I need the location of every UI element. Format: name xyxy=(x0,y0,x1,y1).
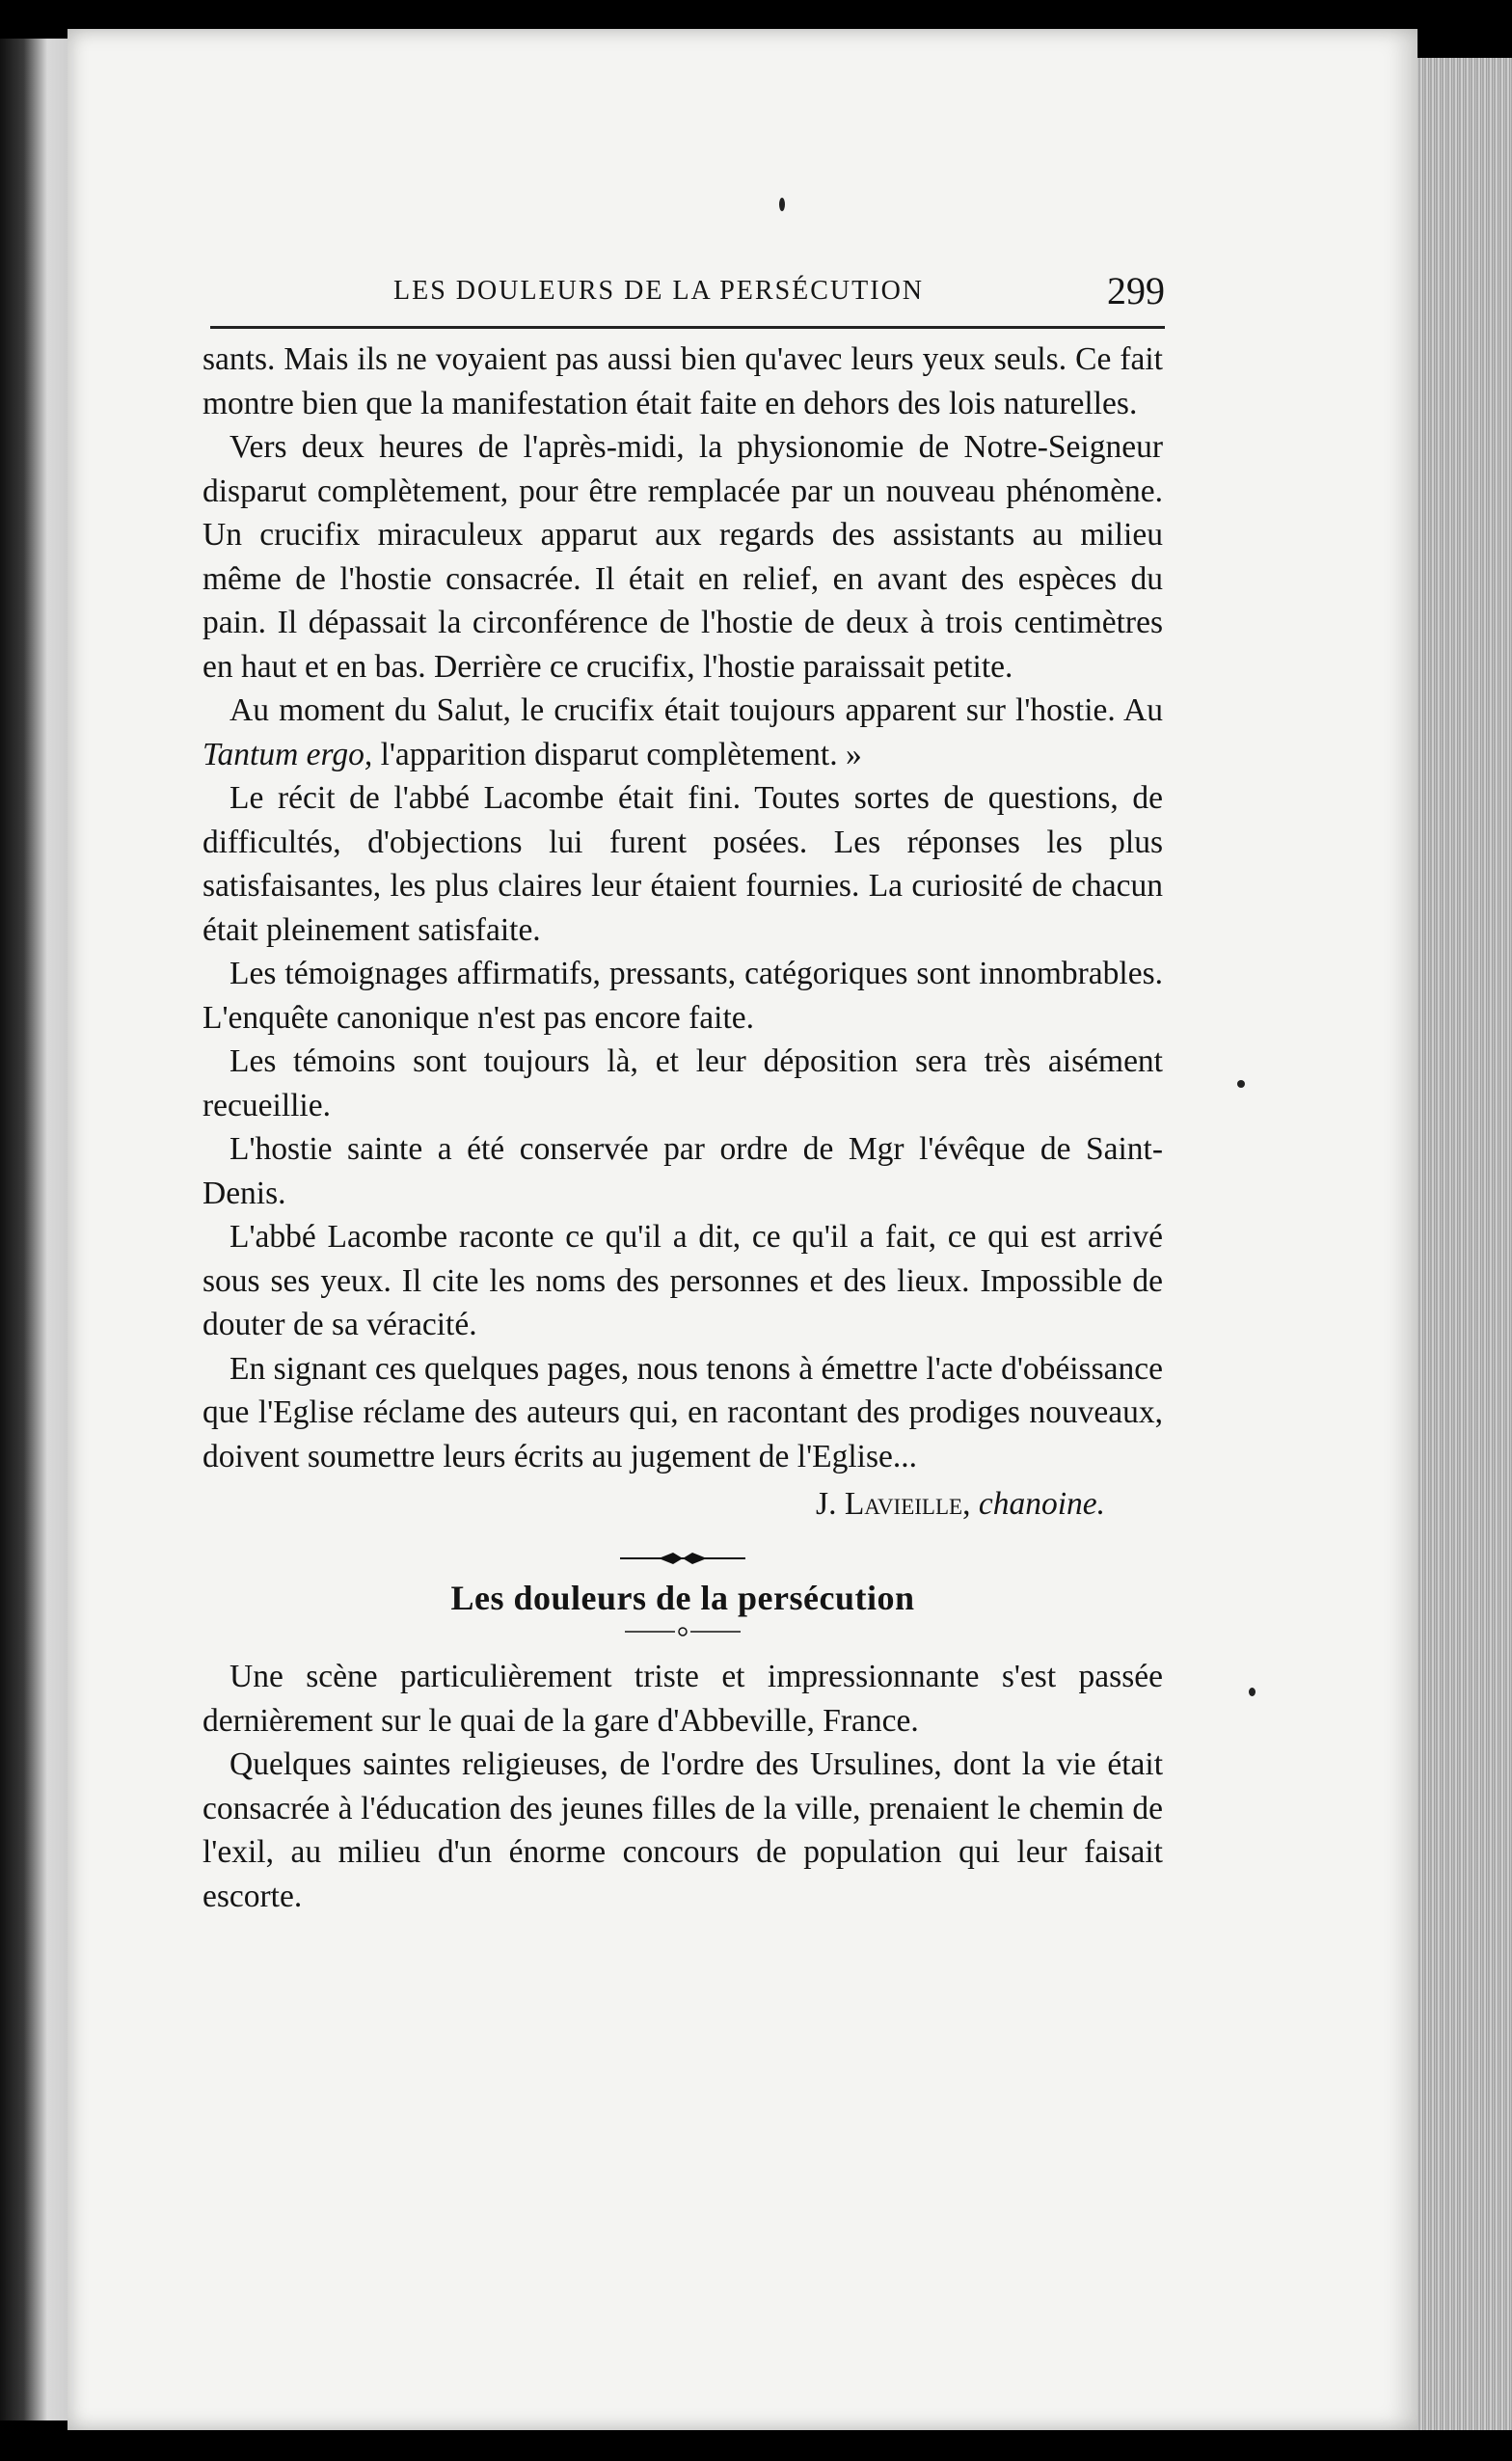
paragraph: L'abbé Lacombe raconte ce qu'il a dit, ce qu'il a fait, ce qui est arrivé sous ses yeux. Il cite les noms des personnes et des lieux. Impossible de douter de sa véracité. xyxy=(202,1219,1163,1342)
page-number: 299 xyxy=(1107,269,1165,312)
signature-name: Lavieille, xyxy=(844,1486,971,1522)
book-binding-edge xyxy=(0,39,68,2420)
page-stack-edge xyxy=(1418,58,1512,2430)
paragraph: Les témoins sont toujours là, et leur déposition sera très aisément recueillie. xyxy=(202,1043,1163,1123)
paragraph-text: l'apparition disparut complètement. » xyxy=(372,736,862,772)
section-divider-ornament xyxy=(620,1550,745,1567)
paragraph: Le récit de l'abbé Lacombe était fini. Toutes sortes de questions, de difficultés, d'objections lui furent posées. Les réponses les plus satisfaisantes, les plus claires leur étaient fournies. La curiosité de chacun était pleinement satisfaite. xyxy=(202,780,1163,948)
paragraph: Vers deux heures de l'après-midi, la physionomie de Notre-Seigneur disparut complètement, pour être remplacée par un nouveau phénomène. Un crucifix miraculeux apparut aux regards des assistants au milieu même de l'hostie consacrée. Il était en relief, en avant des espèces du pain. Il dépassait la circonférence de l'hostie de deux à trois centimètres en haut et en bas. Derrière ce crucifix, l'hostie paraissait petite. xyxy=(202,429,1163,685)
paragraph: sants. Mais ils ne voyaient pas aussi bien qu'avec leurs yeux seuls. Ce fait montre bien que la manifestation était faite en dehors des lois naturelles. xyxy=(202,341,1163,421)
signature-title: chanoine. xyxy=(978,1486,1105,1522)
title-rule-ornament xyxy=(625,1624,741,1639)
paragraph: Les témoignages affirmatifs, pressants, catégoriques sont innombrables. L'enquête canonique n'est pas encore faite. xyxy=(202,956,1163,1036)
print-speck xyxy=(779,198,785,211)
paragraph: L'hostie sainte a été conservée par ordre de Mgr l'évêque de Saint-Denis. xyxy=(202,1131,1163,1211)
body-text xyxy=(202,338,1163,1918)
signature xyxy=(202,1482,1163,1527)
paragraph: Une scène particulièrement triste et impressionnante s'est passée dernièrement sur le quai de la gare d'Abbeville, France. xyxy=(202,1659,1163,1739)
print-speck xyxy=(1237,1080,1245,1088)
print-speck xyxy=(1249,1688,1256,1696)
signature-initial: J. xyxy=(816,1486,837,1522)
running-title: LES DOULEURS DE LA PERSÉCUTION xyxy=(393,276,925,306)
latin-hymn-title: Tantum ergo, xyxy=(202,736,373,772)
paragraph: Quelques saintes religieuses, de l'ordre des Ursulines, dont la vie était consacrée à l'éducation des jeunes filles de la ville, prenaient le chemin de l'exil, au milieu d'un énorme concours de population qui leur faisait escorte. xyxy=(202,1746,1163,1914)
section-title: Les douleurs de la persécution xyxy=(450,1578,915,1617)
paragraph-text: Au moment du Salut, le crucifix était toujours apparent sur l'hostie. Au xyxy=(230,692,1163,728)
paragraph: En signant ces quelques pages, nous tenons à émettre l'acte d'obéissance que l'Eglise réclame des auteurs qui, en racontant des prodiges nouveaux, doivent soumettre leurs écrits au jugement de l'Eglise... xyxy=(202,1350,1163,1474)
paragraph xyxy=(202,689,1163,776)
running-header xyxy=(210,269,1165,329)
